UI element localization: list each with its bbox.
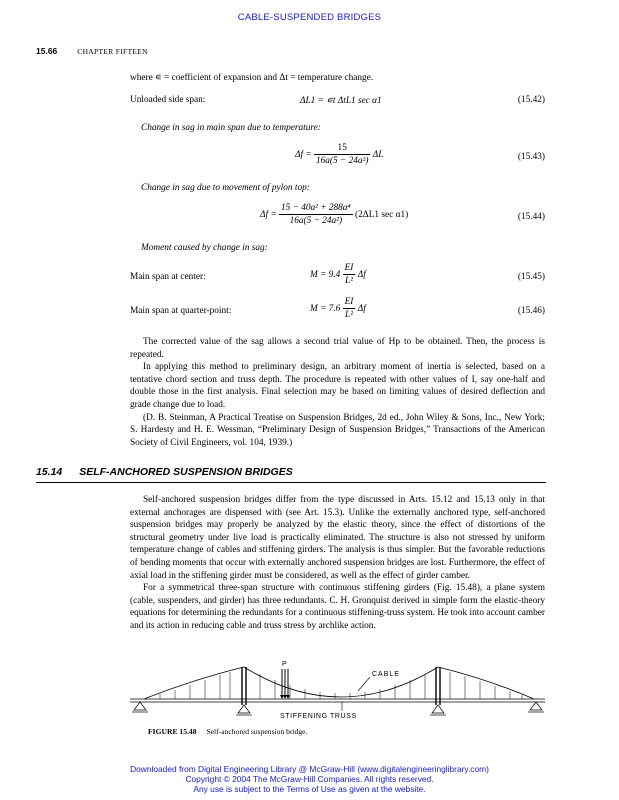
- equation-15-43: [130, 143, 545, 173]
- fraction-denominator: 16a(5 − 24a²): [289, 216, 343, 226]
- page-number: 15.66: [36, 46, 58, 56]
- right-side-cable: [438, 667, 534, 699]
- fraction-denominator: L²: [345, 276, 353, 286]
- caption-text: Self-anchored suspension bridge.: [206, 727, 308, 736]
- caption-label: FIGURE 15.48: [148, 727, 197, 736]
- equation-15-44: [130, 203, 545, 233]
- heading-moment: Moment caused by change in sag:: [141, 243, 268, 253]
- equation-label: Unloaded side span:: [130, 95, 206, 105]
- paragraph-self-anchored-intro: Self-anchored suspension bridges differ from the type discussed in Arts. 15.12 and 15.13 only in that external anchorages are dispensed with (see Art. 15.3). Unlike the externally anchored type, self-anchored suspension bridges may properly be analyzed by the elastic theory, since the effect of distortions of the structural geometry under live load is practically eliminated. The structure is also not stressed by uniform temperature change of cables and stiffening girders. The analysis is thus simpler. But the favorable reductions of bending moments that occur with externally anchored suspension bridges are lost. Furthermore, the effect of axial load in the stiffening girder must be considered, as well as the effect of girder camber.: [130, 495, 545, 581]
- equation-lhs: Δf =: [295, 150, 312, 161]
- paragraph-three-span: For a symmetrical three-span structure with continuous stiffening girders (Fig. 15.48), a plane system (cable, suspenders, and girder) has three redundants. C. H. Gronquist derived in simple form the elastic-theory equations for determining the redundants for a continuous stiffening-truss system. He took into account camber and its action in reducing cable and truss stress by archlike action.: [130, 583, 545, 631]
- equation-15-45: [130, 263, 545, 293]
- fraction-numerator: EI: [344, 263, 354, 273]
- equation-lhs: M = 7.6: [310, 304, 341, 315]
- fraction-numerator: 15 − 40a² + 288a⁴: [280, 203, 351, 213]
- equation-fraction: [314, 143, 370, 167]
- equation-fraction: [279, 203, 353, 227]
- cable-leader: [358, 677, 370, 691]
- paragraph-reference: (D. B. Steinman, A Practical Treatise on Suspension Bridges, 2d ed., John Wiley & Sons, Inc., New York; S. Hardesty and H. E. Wessman, “Preliminary Design of Suspension Bridges,” Transactions of the American Society of Civil Engineers, vol. 104, 1939.): [130, 412, 545, 448]
- running-header: CABLE-SUSPENDED BRIDGES: [237, 12, 382, 23]
- chapter-line: [36, 46, 148, 56]
- equation-lhs: M = 9.4: [310, 270, 341, 281]
- main-cable: [244, 667, 438, 697]
- intro-text: where ∊ = coefficient of expansion and Δt = temperature change.: [130, 73, 374, 83]
- equation-fraction: [343, 263, 356, 287]
- section-rule: [36, 482, 546, 483]
- figure-15-48: [130, 655, 545, 725]
- equation-15-46: [130, 297, 545, 327]
- left-side-cable: [144, 667, 244, 699]
- equation-rhs: (2ΔL1 sec α1): [355, 210, 409, 221]
- equation-number: (15.43): [517, 152, 545, 162]
- equation-rhs: Δf: [357, 304, 366, 315]
- self-anchored-paragraphs: [130, 494, 545, 633]
- equation-rhs: ΔL: [372, 150, 384, 161]
- equation-fraction: [343, 297, 356, 321]
- fraction-denominator: L²: [345, 310, 353, 320]
- heading-sag-temperature: Change in sag in main span due to temperature:: [141, 123, 321, 133]
- equation-formula: ΔL1 = ∊t ΔtL1 sec α1: [300, 96, 382, 106]
- truss-label: STIFFENING TRUSS: [280, 713, 357, 720]
- equation-number: (15.46): [517, 306, 545, 316]
- heading-sag-pylon: Change in sag due to movement of pylon top:: [141, 183, 310, 193]
- load-arrowheads: [280, 695, 290, 699]
- footer-copyright: Copyright © 2004 The McGraw-Hill Companies. All rights reserved.: [185, 774, 434, 784]
- equation-number: (15.44): [517, 212, 545, 222]
- intro-line: [130, 72, 545, 85]
- fraction-denominator: 16a(5 − 24a²): [315, 156, 369, 166]
- section-number: 15.14: [36, 466, 63, 478]
- figure-caption: [148, 727, 307, 736]
- bridge-diagram: [130, 655, 545, 725]
- equation-label: Main span at center:: [130, 272, 206, 282]
- cable-label: CABLE: [372, 671, 400, 678]
- equation-number: (15.42): [517, 95, 545, 105]
- fraction-numerator: 15: [314, 143, 370, 155]
- footer-download-link[interactable]: Downloaded from Digital Engineering Library @ McGraw-Hill (www.digitalengineeringlibrary.com): [130, 764, 489, 774]
- footer-terms: Any use is subject to the Terms of Use as given at the website.: [193, 784, 426, 794]
- analysis-paragraphs: [130, 336, 545, 449]
- download-footer: [0, 764, 619, 794]
- equation-number: (15.45): [517, 272, 545, 282]
- paragraph-preliminary-design: In applying this method to preliminary design, an arbitrary moment of inertia is selected, based on a tentative chord section and truss depth. The procedure is repeated with other values of I, say one-half and double those in the first analysis. Final selection may be based on limiting values of desired deflection and grade change due to load.: [130, 362, 545, 410]
- section-heading: [36, 466, 293, 478]
- section-title: SELF-ANCHORED SUSPENSION BRIDGES: [79, 466, 293, 478]
- equation-label: Main span at quarter-point:: [130, 306, 232, 316]
- load-arrows: [282, 669, 288, 697]
- equation-rhs: Δf: [357, 270, 366, 281]
- suspenders: [160, 672, 522, 699]
- paragraph-corrected-sag: The corrected value of the sag allows a second trial value of Hp to be obtained. Then, the process is repeated.: [130, 337, 545, 360]
- load-label: P: [282, 661, 287, 668]
- fraction-numerator: EI: [344, 297, 354, 307]
- equation-lhs: Δf =: [260, 210, 277, 221]
- chapter-title: CHAPTER FIFTEEN: [77, 47, 148, 56]
